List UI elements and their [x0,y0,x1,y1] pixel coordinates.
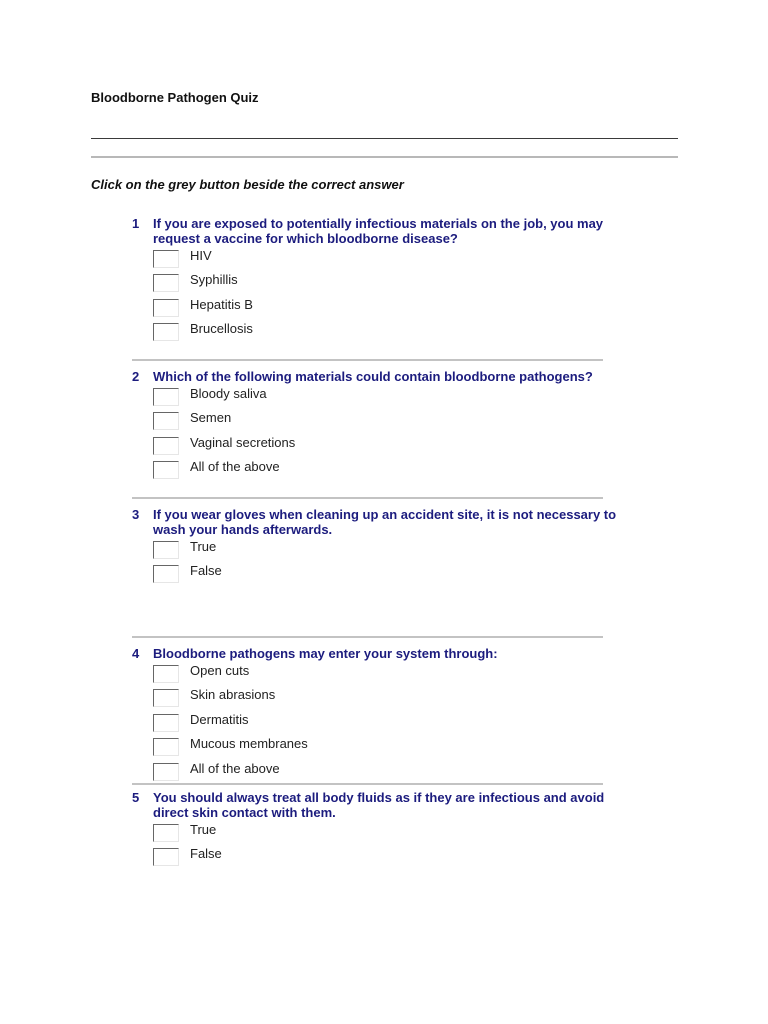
answer-option[interactable] [153,761,632,785]
answer-checkbox[interactable] [153,274,179,292]
answer-label: Hepatitis B [190,296,253,312]
answer-option[interactable] [153,539,632,563]
question-2 [132,369,632,484]
answer-option[interactable] [153,435,632,459]
question-divider [132,636,603,638]
answer-options [153,539,632,588]
answer-option[interactable] [153,712,632,736]
answer-checkbox[interactable] [153,665,179,683]
answer-label: All of the above [190,459,280,475]
question-text: Bloodborne pathogens may enter your system through: [153,646,498,661]
question-1 [132,216,632,346]
answer-checkbox[interactable] [153,848,179,866]
answer-option[interactable] [153,459,632,483]
question-header [132,369,632,384]
answer-options [153,822,632,871]
answer-label: Open cuts [190,663,250,678]
answer-label: Vaginal secretions [190,434,296,450]
answer-label: Brucellosis [190,321,253,337]
answer-checkbox[interactable] [153,388,179,406]
answer-options [153,386,632,484]
question-header [132,507,632,537]
answer-checkbox[interactable] [153,437,179,455]
question-3 [132,507,632,588]
answer-checkbox[interactable] [153,541,179,559]
answer-label: True [190,822,217,837]
question-header [132,790,632,820]
answer-checkbox[interactable] [153,250,179,268]
answer-label: False [190,563,222,579]
answer-label: Skin abrasions [190,687,276,703]
answer-checkbox[interactable] [153,824,179,842]
answer-checkbox[interactable] [153,323,179,341]
answer-checkbox[interactable] [153,763,179,781]
answer-option[interactable] [153,386,632,410]
answer-option[interactable] [153,248,632,272]
header-divider [91,156,678,158]
answer-option[interactable] [153,563,632,587]
question-divider [132,497,603,499]
answer-options [153,248,632,346]
question-text: Which of the following materials could contain bloodborne pathogens? [153,369,593,384]
answer-label: Dermatitis [190,711,249,727]
question-number: 1 [132,216,140,231]
question-text: You should always treat all body fluids as if they are infectious and avoid direct skin contact with them. [153,790,605,820]
answer-option[interactable] [153,272,632,296]
answer-checkbox[interactable] [153,299,179,317]
question-5 [132,790,632,871]
question-4 [132,646,632,785]
answer-label: Mucous membranes [190,736,308,752]
question-text: If you are exposed to potentially infectious materials on the job, you may request a vaccine for which bloodborne disease? [153,216,604,246]
answer-label: Syphillis [190,272,238,288]
answer-option[interactable] [153,410,632,434]
answer-label: HIV [190,248,212,263]
question-divider [132,783,603,785]
question-number: 4 [132,646,140,661]
answer-option[interactable] [153,736,632,760]
answer-option[interactable] [153,846,632,870]
question-header [132,216,632,246]
answer-options [153,663,632,785]
instruction-text: Click on the grey button beside the correct answer [91,177,404,192]
answer-checkbox[interactable] [153,461,179,479]
answer-checkbox[interactable] [153,738,179,756]
title-divider [91,138,678,139]
answer-checkbox[interactable] [153,714,179,732]
answer-label: Bloody saliva [190,386,267,401]
question-divider [132,359,603,361]
answer-checkbox[interactable] [153,689,179,707]
page-title: Bloodborne Pathogen Quiz [91,90,259,105]
answer-checkbox[interactable] [153,565,179,583]
answer-label: True [190,539,217,554]
answer-option[interactable] [153,822,632,846]
question-text: If you wear gloves when cleaning up an accident site, it is not necessary to wash your hands afterwards. [153,507,617,537]
question-header [132,646,632,661]
question-number: 5 [132,790,140,805]
question-number: 3 [132,507,140,522]
answer-label: All of the above [190,760,280,776]
answer-option[interactable] [153,297,632,321]
answer-option[interactable] [153,321,632,345]
answer-checkbox[interactable] [153,412,179,430]
question-number: 2 [132,369,140,384]
answer-option[interactable] [153,663,632,687]
answer-label: False [190,846,222,862]
answer-label: Semen [190,410,232,426]
answer-option[interactable] [153,687,632,711]
